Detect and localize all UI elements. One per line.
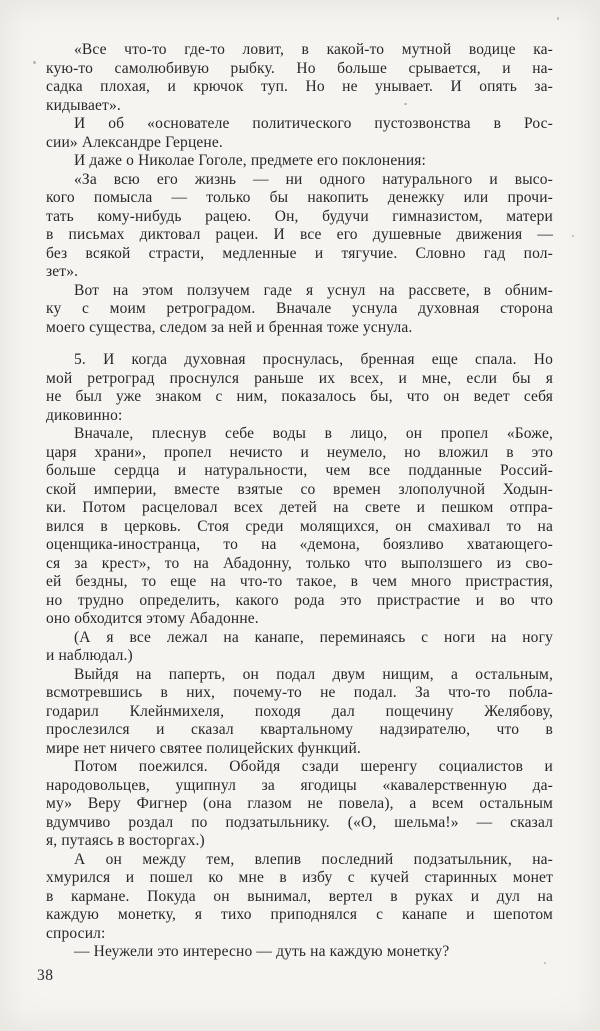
- text-line: ей бездны, то еще на что-то такое, в чем много пристрастия,: [46, 573, 553, 590]
- text-line: мире нет ничего святее полицейских функций.: [46, 739, 361, 757]
- paragraph: [46, 666, 553, 759]
- paragraph: [46, 351, 553, 425]
- text-line: ся за крест», то на Абадонну, только что выползшего из сво-: [46, 554, 553, 572]
- text-line: 5. И когда духовная проснулась, бренная еще спала. Но: [74, 351, 553, 368]
- text-line: не был уже знаком с ним, показалось бы, что он ведет себя: [46, 388, 553, 405]
- text-line: кидывает».: [46, 96, 121, 114]
- paragraph: [46, 943, 553, 962]
- text-line: Выйдя на паперть, он подал двум нищим, а остальным,: [74, 665, 553, 683]
- scan-speck: [33, 61, 36, 64]
- paragraph: [46, 171, 553, 282]
- text-line: моего существа, следом за ней и бренная тоже уснула.: [46, 318, 413, 336]
- paragraph: [46, 115, 553, 152]
- text-line: и наблюдал.): [46, 647, 133, 664]
- text-line: хмурился и пошел ко мне в избу с кучей старинных монет: [46, 869, 553, 886]
- text-line: оно обходится этому Абадонне.: [46, 610, 259, 627]
- text-line: И об «основателе политического пустозвонства в Рос-: [74, 115, 553, 132]
- paragraph: [46, 282, 553, 338]
- text-line: Вначале, плеснув себе воды в лицо, он пропел «Боже,: [74, 425, 553, 442]
- text-line: И даже о Николае Гоголе, предмете его поклонения:: [74, 152, 427, 169]
- text-line: «Все что-то где-то ловит, в какой-то мутной водице ка-: [74, 41, 553, 58]
- text-line: всмотревшись в них, почему-то не подал. За что-то побла-: [46, 684, 553, 701]
- text-line: царя храни», пропел нечисто и неумело, но вложил в это: [46, 443, 553, 461]
- text-line: но трудно определить, какого рода это пристрастие и во что: [46, 591, 553, 609]
- scan-speck: [544, 962, 546, 964]
- paragraph: [46, 41, 553, 115]
- text-line: больше сердца и натуральности, чем все подданные Россий-: [46, 462, 553, 479]
- text-line: в кармане. Покуда он вынимал, вертел в руках и дул на: [46, 887, 553, 905]
- text-line: спросил:: [46, 924, 106, 942]
- text-line: каждую монетку, я тихо приподнялся с канапе и шепотом: [46, 906, 553, 923]
- text-line: А он между тем, влепив последний подзатыльник, на-: [74, 850, 553, 868]
- text-line: вдумчиво роздал по подзатыльнику. («О, шельма!» — сказал: [46, 813, 553, 831]
- text-line: оценщика-иностранца, то на «демона, боязливо хватающего-: [46, 536, 553, 553]
- text-line: — Неужели это интересно — дуть на каждую монетку?: [74, 943, 450, 960]
- text-line: мой ретроград проснулся раньше их всех, и мне, если бы я: [46, 369, 553, 387]
- text-line: садка плохая, и крючок туп. Но не унывает. И опять за-: [46, 78, 553, 95]
- text-line: «За всю его жизнь — ни одного натурального и высо-: [74, 170, 553, 188]
- text-line: прослезился и сказал квартальному надзирателю, что в: [46, 721, 553, 738]
- scan-speck: [557, 17, 559, 20]
- text-line: Потом поежился. Обойдя сзади шеренгу социалистов и: [74, 758, 553, 775]
- text-line: Вот на этом ползучем гаде я уснул на рассвете, в обним-: [74, 281, 553, 299]
- text-line: без всякой страсти, медленные и тягучие. Словно гад пол-: [46, 244, 553, 262]
- text-line: тать кому-нибудь рацею. Он, будучи гимназистом, матери: [46, 207, 553, 225]
- scan-speck: [404, 103, 407, 105]
- text-line: народовольцев, ущипнул за ягодицы «кавалерственную да-: [46, 776, 553, 794]
- text-line: кого помысла — только бы накопить денежку или прочи-: [46, 189, 553, 206]
- text-line: вился в церковь. Стоя среди молящихся, он смахивал то на: [46, 517, 553, 535]
- scan-speck: [572, 235, 574, 237]
- text-line: зет».: [46, 263, 79, 280]
- text-line: (А я все лежал на канапе, переминаясь с ноги на ногу: [74, 628, 553, 646]
- page-text: [46, 41, 553, 962]
- page-number: 38: [37, 967, 54, 984]
- paragraph: [46, 851, 553, 944]
- text-line: кую-то самолюбивую рыбку. Но больше срывается, и на-: [46, 59, 553, 77]
- text-line: я, путаясь в восторгах.): [46, 832, 205, 849]
- text-line: годарил Клейнмихеля, походя дал пощечину Желябову,: [46, 702, 553, 720]
- text-line: в письмах диктовал рацеи. И все его душевные движения —: [46, 226, 553, 243]
- paragraph: [46, 425, 553, 629]
- paragraph: [46, 758, 553, 851]
- text-line: диковинно:: [46, 406, 123, 424]
- text-line: му» Веру Фигнер (она глазом не повела), а всем остальным: [46, 795, 553, 812]
- text-line: ки. Потом расцеловал всех детей на свете и пешком отпра-: [46, 499, 553, 516]
- paragraph: [46, 629, 553, 666]
- text-line: ку с моим ретроградом. Вначале уснула духовная сторона: [46, 300, 553, 317]
- paragraph: [46, 152, 553, 171]
- text-line: сии» Александре Герцене.: [46, 133, 223, 151]
- text-line: ской империи, вместе взятые со времен злополучной Ходын-: [46, 480, 553, 498]
